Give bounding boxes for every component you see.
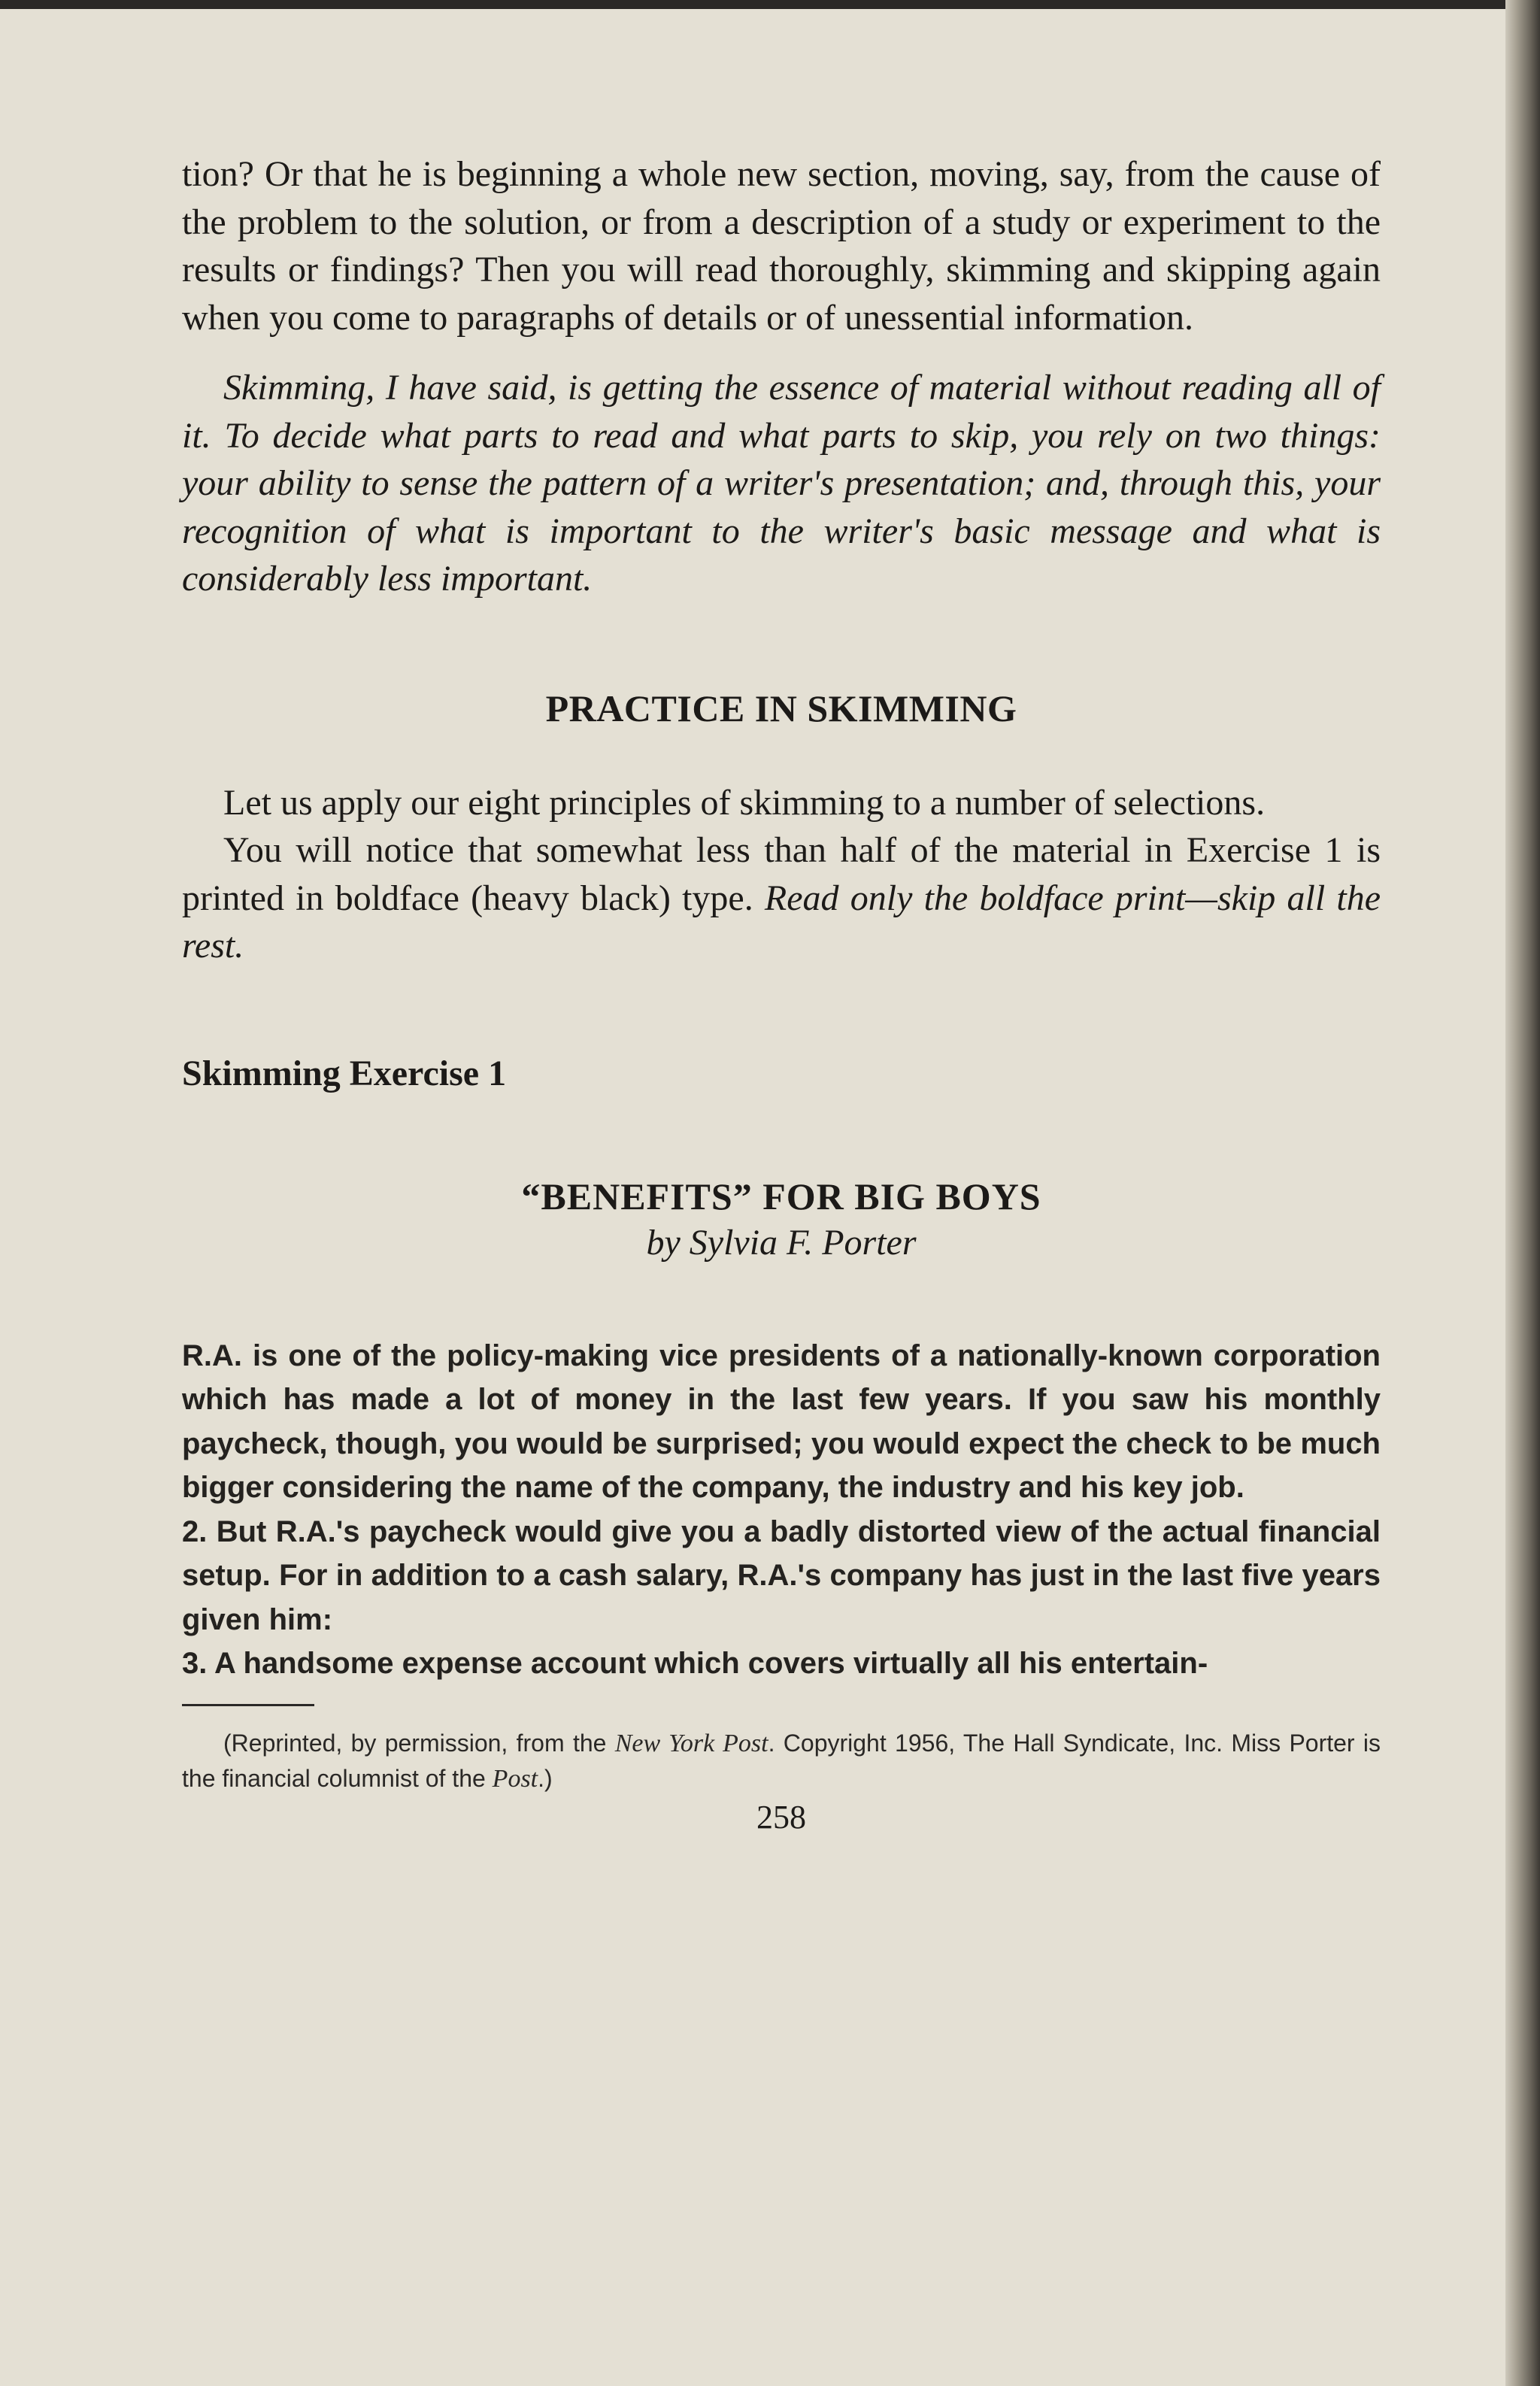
article-paragraph-2: 2. But R.A.'s paycheck would give you a badly distorted view of the actual financial setup. For in addition to a cash salary, R.A.'s company has just in the last five years given him: bbox=[182, 1514, 1381, 1636]
section-heading: PRACTICE IN SKIMMING bbox=[545, 687, 1017, 729]
practice-paragraph-2-text: You will notice that somewhat less than half of the material in Exercise 1 is printed in boldface (heavy black) type. bbox=[182, 830, 1381, 918]
practice-paragraph-2-instruction: Read only the boldface print—skip all the rest. bbox=[182, 878, 1381, 966]
article-title: “BENEFITS” FOR BIG BOYS bbox=[521, 1175, 1041, 1217]
intro-paragraph-1: tion? Or that he is beginning a whole new section, moving, say, from the cause of the problem to the solution, or from a description of a study or experiment to the results or findings? Then you will read thoroughly, skimming and skipping again when you come to paragraphs of details or of unessential information. bbox=[182, 154, 1381, 338]
footnote-text-cont: . Copyright 1956, The Hall Syndicate, Inc. Miss Porter is the financial columnist of the bbox=[182, 1729, 1381, 1792]
top-edge-shadow bbox=[0, 0, 1540, 9]
exercise-label: Skimming Exercise 1 bbox=[182, 1053, 507, 1093]
article-byline: by Sylvia F. Porter bbox=[646, 1222, 917, 1263]
article-paragraph-1: R.A. is one of the policy-making vice presidents of a nationally-known corporation which has made a lot of money in the last few years. If you saw his monthly paycheck, though, you would be surprised; you would expect the check to be much bigger considering the name of the company, the industry and his key job. bbox=[182, 1339, 1381, 1504]
footnote-text: (Reprinted, by permission, from the bbox=[223, 1729, 615, 1757]
footnote-source-short: Post bbox=[492, 1764, 538, 1793]
footnote-close: .) bbox=[538, 1764, 553, 1792]
footnote-rule bbox=[182, 1704, 314, 1706]
footnote-source: New York Post bbox=[614, 1729, 768, 1757]
intro-paragraph-2: Skimming, I have said, is getting the essence of material without reading all of it. To decide what parts to read and what parts to skip, you rely on two things: your ability to sense the pattern of a writer's presentation; and, through this, your recognition of what is important to the writer's basic message and what is considerably less important. bbox=[182, 368, 1381, 599]
page-number: 258 bbox=[756, 1798, 806, 1836]
book-spine-shadow bbox=[1505, 0, 1540, 2386]
practice-paragraph-1: Let us apply our eight principles of skimming to a number of selections. bbox=[223, 782, 1266, 823]
article-paragraph-3: 3. A handsome expense account which covers virtually all his entertain- bbox=[182, 1647, 1208, 1680]
practice-paragraph-2 bbox=[182, 826, 1381, 970]
book-page bbox=[182, 150, 1381, 1837]
footnote bbox=[182, 1726, 1381, 1796]
